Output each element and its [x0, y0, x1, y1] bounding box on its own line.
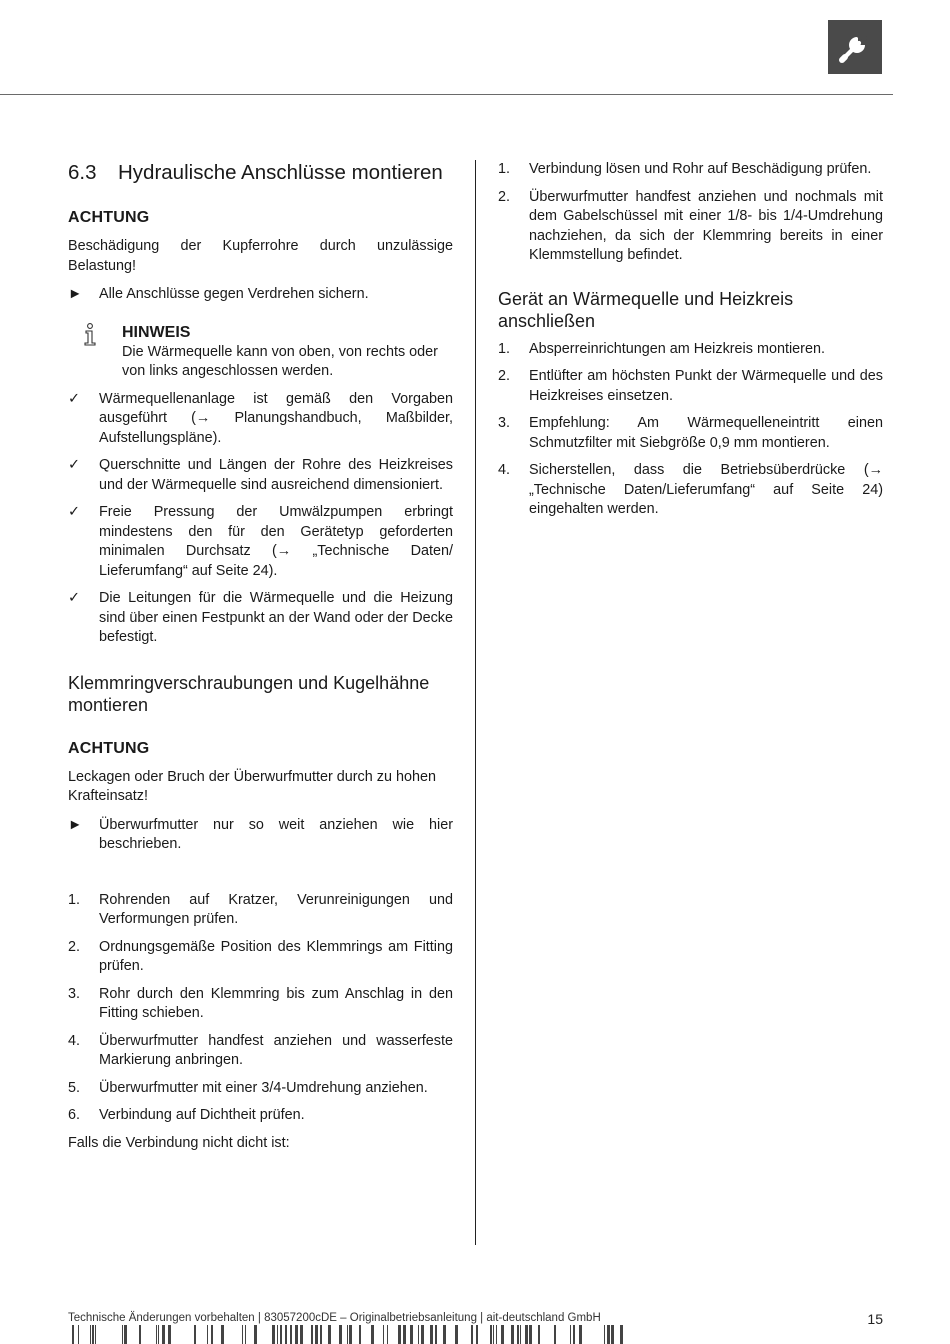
- barcode-icon: [72, 1325, 632, 1344]
- list-item: 2. Entlüfter am höchsten Punkt der Wärmequelle und des Heizkreises einsetzen.: [498, 368, 883, 404]
- warning-title: ACHTUNG: [68, 209, 150, 226]
- section-heading: [68, 160, 453, 186]
- left-column: [68, 160, 453, 1153]
- warning-title: ACHTUNG: [68, 739, 150, 757]
- steps-list: [498, 340, 883, 520]
- list-item: 2. Ordnungsgemäße Position des Klemmrings am Fitting prüfen.: [68, 938, 453, 974]
- check-icon: ✓: [68, 390, 81, 407]
- list-item: 6. Verbindung auf Dichtheit prüfen.: [68, 1107, 305, 1123]
- steps-list: [68, 891, 453, 1126]
- footer-text: Technische Änderungen vorbehalten | 83057200cDE – Originalbetriebsanleitung | ait-deutschland GmbH: [68, 1312, 601, 1324]
- list-item: ✓ Freie Pressung der Umwälzpumpen erbringt mindestens den für den Gerätetyp geforderten minimalen Durchsatz (→ „Technische Daten/ Lieferumfang“ auf Seite 24).: [68, 503, 453, 581]
- warning-text: Leckagen oder Bruch der Überwurfmutter durch zu hohen Krafteinsatz!: [68, 768, 436, 804]
- list-item: 4. Sicherstellen, dass die Betriebsüberdrücke (→ „Technische Daten/Lieferumfang“ auf Seite 24) eingehalten werden.: [498, 462, 883, 517]
- list-item: 1. Verbindung lösen und Rohr auf Beschädigung prüfen.: [498, 161, 872, 177]
- check-icon: ✓: [68, 457, 81, 473]
- list-item: 1. Absperreinrichtungen am Heizkreis montieren.: [498, 340, 825, 357]
- warning-action: ► Alle Anschlüsse gegen Verdrehen sichern.: [68, 285, 453, 305]
- check-icon: ✓: [68, 504, 81, 520]
- arrow-marker-icon: ►: [68, 816, 83, 833]
- header-rule: [0, 94, 893, 95]
- list-item: 1. Rohrenden auf Kratzer, Verunreinigungen und Verformungen prüfen.: [68, 891, 453, 927]
- subheading-anschliessen: Gerät an Wärmequelle und Heizkreis anschließen: [498, 288, 794, 331]
- list-item: 3. Rohr durch den Klemmring bis zum Anschlag in den Fitting schieben.: [68, 985, 453, 1021]
- arrow-marker-icon: ►: [68, 286, 83, 302]
- subheading-klemmring: Klemmringverschraubungen und Kugelhähne montieren: [68, 672, 430, 715]
- hint-box: [68, 323, 453, 382]
- chapter-badge: [828, 20, 882, 74]
- closing-text: Falls die Verbindung nicht dicht ist:: [68, 1134, 290, 1151]
- info-icon: [82, 323, 98, 347]
- list-item: 4. Überwurfmutter handfest anziehen und wasserfeste Markierung anbringen.: [68, 1032, 453, 1068]
- steps-list: [498, 160, 883, 266]
- list-item: 3. Empfehlung: Am Wärmequelleneintritt einen Schmutzfilter mit Siebgröße 0,9 mm montieren.: [498, 415, 883, 451]
- section-number: 6.3: [68, 161, 97, 184]
- checklist: [68, 390, 453, 648]
- list-item: ✓ Wärmequellenanlage ist gemäß den Vorgaben ausgeführt (→ Planungshandbuch, Maßbilder, Aufstellungspläne).: [68, 390, 453, 449]
- warning-action: ► Überwurfmutter nur so weit anziehen wie hier beschrieben.: [68, 816, 453, 855]
- hint-title: HINWEIS: [122, 323, 191, 341]
- list-item: 5. Überwurfmutter mit einer 3/4-Umdrehung anziehen.: [68, 1079, 428, 1096]
- list-item: ✓ Querschnitte und Längen der Rohre des Heizkreises und der Wärmequelle sind ausreichend dimensioniert.: [68, 456, 453, 495]
- right-column: [498, 160, 883, 520]
- list-item: 2. Überwurfmutter handfest anziehen und nochmals mit dem Gabelschüssel mit einer 1/8- bis 1/4-Umdrehung nachziehen, da sich der Klemmring bereits in einer Klemmstellung befindet.: [498, 188, 883, 263]
- check-icon: ✓: [68, 590, 81, 606]
- list-item: ✓ Die Leitungen für die Wärmequelle und die Heizung sind über einen Festpunkt an der Wand oder der Decke befestigt.: [68, 589, 453, 648]
- column-divider: [475, 160, 476, 1245]
- wrench-icon: [836, 28, 874, 66]
- warning-text: Beschädigung der Kupferrohre durch unzulässige Belastung!: [68, 238, 453, 274]
- section-title: Hydraulische Anschlüsse montieren: [118, 161, 443, 184]
- page-footer: [68, 1311, 883, 1344]
- hint-text: Die Wärmequelle kann von oben, von rechts oder von links angeschlossen werden.: [122, 343, 438, 379]
- page-number: 15: [867, 1311, 883, 1327]
